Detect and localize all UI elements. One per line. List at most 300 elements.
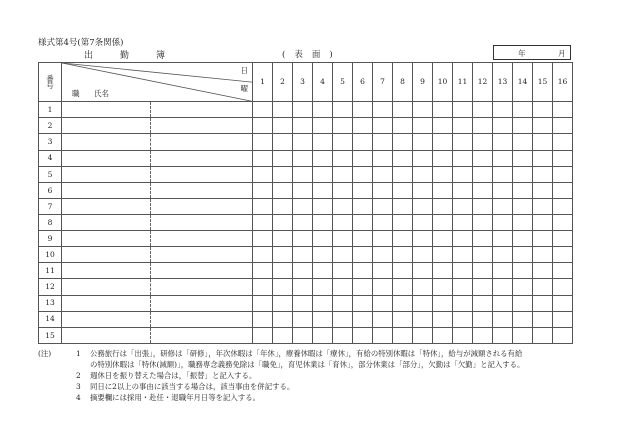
name-cell[interactable] — [62, 182, 253, 198]
name-cell[interactable] — [62, 166, 253, 182]
day-cell[interactable] — [513, 150, 533, 166]
day-cell[interactable] — [513, 102, 533, 118]
day-cell[interactable] — [473, 166, 493, 182]
day-cell[interactable] — [273, 102, 293, 118]
day-cell[interactable] — [533, 247, 553, 263]
day-cell[interactable] — [253, 166, 273, 182]
year-label: 年 — [518, 49, 526, 58]
day-cell[interactable] — [333, 134, 353, 150]
table-row — [39, 295, 573, 311]
day-cell[interactable] — [473, 102, 493, 118]
row-number: 4 — [39, 150, 62, 166]
day-cell[interactable] — [513, 247, 533, 263]
day-cell[interactable] — [273, 198, 293, 214]
day-cell[interactable] — [253, 295, 273, 311]
day-cell[interactable] — [253, 327, 273, 343]
day-cell[interactable] — [373, 215, 393, 231]
day-cell[interactable] — [293, 295, 313, 311]
day-cell[interactable] — [413, 295, 433, 311]
day-cell[interactable] — [293, 327, 313, 343]
day-cell[interactable] — [253, 247, 273, 263]
day-cell[interactable] — [393, 198, 413, 214]
day-cell[interactable] — [493, 295, 513, 311]
day-cell[interactable] — [493, 279, 513, 295]
day-cell[interactable] — [493, 118, 513, 134]
row-number: 9 — [39, 231, 62, 247]
day-cell[interactable] — [513, 311, 533, 327]
name-header — [62, 63, 253, 102]
day-cell[interactable] — [393, 263, 413, 279]
table-row — [39, 231, 573, 247]
day-cell[interactable] — [413, 134, 433, 150]
day-cell[interactable] — [433, 231, 453, 247]
day-cell[interactable] — [293, 166, 313, 182]
day-cell[interactable] — [553, 182, 573, 198]
day-cell[interactable] — [313, 327, 333, 343]
name-cell[interactable] — [62, 279, 253, 295]
day-cell[interactable] — [433, 134, 453, 150]
day-cell[interactable] — [253, 215, 273, 231]
day-cell[interactable] — [293, 215, 313, 231]
day-cell[interactable] — [413, 182, 433, 198]
day-cell[interactable] — [513, 231, 533, 247]
day-cell[interactable] — [513, 118, 533, 134]
day-cell[interactable] — [253, 263, 273, 279]
day-cell[interactable] — [393, 134, 413, 150]
day-cell[interactable] — [453, 182, 473, 198]
day-cell[interactable] — [493, 311, 513, 327]
table-row — [39, 166, 573, 182]
day-cell[interactable] — [493, 263, 513, 279]
name-cell[interactable] — [62, 102, 253, 118]
weekday-label: 曜 — [240, 83, 248, 93]
day-cell[interactable] — [553, 102, 573, 118]
day-cell[interactable] — [533, 102, 553, 118]
day-cell[interactable] — [333, 182, 353, 198]
day-cell[interactable] — [313, 198, 333, 214]
day-cell[interactable] — [493, 215, 513, 231]
row-number: 15 — [39, 327, 62, 343]
day-cell[interactable] — [493, 231, 513, 247]
day-cell[interactable] — [473, 134, 493, 150]
day-cell[interactable] — [473, 311, 493, 327]
name-cell[interactable] — [62, 198, 253, 214]
day-cell[interactable] — [333, 311, 353, 327]
day-cell[interactable] — [433, 118, 453, 134]
day-cell[interactable] — [513, 182, 533, 198]
day-cell[interactable] — [353, 102, 373, 118]
day-cell[interactable] — [273, 263, 293, 279]
day-cell[interactable] — [533, 118, 553, 134]
day-cell[interactable] — [553, 150, 573, 166]
day-cell[interactable] — [353, 182, 373, 198]
day-cell[interactable] — [393, 118, 413, 134]
day-cell[interactable] — [533, 263, 553, 279]
day-cell[interactable] — [453, 118, 473, 134]
name-cell[interactable] — [62, 247, 253, 263]
day-cell[interactable] — [553, 263, 573, 279]
day-cell[interactable] — [413, 279, 433, 295]
day-header-3: 3 — [293, 63, 313, 102]
day-cell[interactable] — [273, 311, 293, 327]
day-cell[interactable] — [373, 311, 393, 327]
day-cell[interactable] — [533, 166, 553, 182]
day-cell[interactable] — [473, 295, 493, 311]
day-cell[interactable] — [433, 311, 453, 327]
note-label — [38, 370, 76, 381]
day-cell[interactable] — [533, 150, 553, 166]
day-cell[interactable] — [373, 166, 393, 182]
day-cell[interactable] — [273, 231, 293, 247]
day-header-2: 2 — [273, 63, 293, 102]
day-cell[interactable] — [273, 327, 293, 343]
day-cell[interactable] — [253, 134, 273, 150]
day-cell[interactable] — [333, 327, 353, 343]
day-cell[interactable] — [333, 102, 353, 118]
day-cell[interactable] — [413, 263, 433, 279]
year-month-box[interactable] — [493, 45, 571, 60]
day-cell[interactable] — [373, 295, 393, 311]
day-cell[interactable] — [273, 247, 293, 263]
day-cell[interactable] — [433, 215, 453, 231]
day-cell[interactable] — [353, 150, 373, 166]
dashed-divider — [150, 199, 151, 214]
day-cell[interactable] — [373, 118, 393, 134]
day-cell[interactable] — [453, 327, 473, 343]
day-cell[interactable] — [493, 182, 513, 198]
note-number: 1 — [76, 349, 81, 358]
day-cell[interactable] — [493, 327, 513, 343]
table-row — [39, 311, 573, 327]
note-label — [38, 381, 76, 392]
day-header-10: 10 — [433, 63, 453, 102]
day-cell[interactable] — [253, 102, 273, 118]
day-cell[interactable] — [333, 198, 353, 214]
day-cell[interactable] — [473, 215, 493, 231]
day-cell[interactable] — [473, 198, 493, 214]
day-cell[interactable] — [433, 279, 453, 295]
day-cell[interactable] — [353, 295, 373, 311]
day-header-7: 7 — [373, 63, 393, 102]
day-cell[interactable] — [273, 215, 293, 231]
day-cell[interactable] — [353, 247, 373, 263]
day-cell[interactable] — [313, 295, 333, 311]
name-cell[interactable] — [62, 327, 253, 343]
day-cell[interactable] — [273, 134, 293, 150]
day-cell[interactable] — [533, 215, 553, 231]
row-number: 7 — [39, 198, 62, 214]
day-cell[interactable] — [373, 150, 393, 166]
notes-section — [38, 348, 598, 403]
day-cell[interactable] — [353, 198, 373, 214]
day-cell[interactable] — [253, 198, 273, 214]
day-cell[interactable] — [453, 311, 473, 327]
day-cell[interactable] — [353, 215, 373, 231]
day-cell[interactable] — [513, 279, 533, 295]
day-cell[interactable] — [413, 231, 433, 247]
day-cell[interactable] — [413, 118, 433, 134]
day-cell[interactable] — [333, 231, 353, 247]
day-cell[interactable] — [353, 134, 373, 150]
day-cell[interactable] — [413, 198, 433, 214]
day-cell[interactable] — [553, 279, 573, 295]
day-cell[interactable] — [513, 295, 533, 311]
day-cell[interactable] — [553, 295, 573, 311]
day-cell[interactable] — [413, 311, 433, 327]
day-cell[interactable] — [333, 150, 353, 166]
day-cell[interactable] — [453, 295, 473, 311]
day-cell[interactable] — [393, 166, 413, 182]
day-cell[interactable] — [433, 295, 453, 311]
day-cell[interactable] — [293, 231, 313, 247]
day-cell[interactable] — [333, 263, 353, 279]
day-cell[interactable] — [333, 215, 353, 231]
note-number: 3 — [76, 382, 81, 391]
day-cell[interactable] — [533, 182, 553, 198]
day-cell[interactable] — [373, 327, 393, 343]
day-cell[interactable] — [293, 150, 313, 166]
day-cell[interactable] — [273, 279, 293, 295]
day-cell[interactable] — [473, 279, 493, 295]
day-cell[interactable] — [473, 150, 493, 166]
day-cell[interactable] — [373, 102, 393, 118]
note-continuation: の特別休暇は「特休(減額)」，職務専念義務免除は「職免」，育児休業は「育休」，部分休業は「部分」，欠勤は「欠勤」と記入する。 — [90, 360, 525, 369]
day-cell[interactable] — [313, 231, 333, 247]
day-cell[interactable] — [293, 198, 313, 214]
day-cell[interactable] — [293, 247, 313, 263]
day-cell[interactable] — [253, 182, 273, 198]
day-cell[interactable] — [553, 311, 573, 327]
day-cell[interactable] — [493, 166, 513, 182]
day-cell[interactable] — [373, 182, 393, 198]
day-cell[interactable] — [313, 166, 333, 182]
day-cell[interactable] — [353, 279, 373, 295]
day-cell[interactable] — [253, 150, 273, 166]
day-cell[interactable] — [553, 327, 573, 343]
table-row — [39, 247, 573, 263]
day-cell[interactable] — [553, 134, 573, 150]
day-cell[interactable] — [513, 263, 533, 279]
day-cell[interactable] — [393, 247, 413, 263]
day-header-12: 12 — [473, 63, 493, 102]
day-cell[interactable] — [353, 166, 373, 182]
day-cell[interactable] — [373, 134, 393, 150]
day-cell[interactable] — [533, 279, 553, 295]
name-cell[interactable] — [62, 134, 253, 150]
day-cell[interactable] — [413, 150, 433, 166]
day-cell[interactable] — [513, 198, 533, 214]
day-cell[interactable] — [353, 311, 373, 327]
day-cell[interactable] — [333, 279, 353, 295]
day-cell[interactable] — [533, 295, 553, 311]
name-cell[interactable] — [62, 263, 253, 279]
day-cell[interactable] — [513, 215, 533, 231]
day-cell[interactable] — [353, 118, 373, 134]
day-cell[interactable] — [293, 263, 313, 279]
day-cell[interactable] — [293, 102, 313, 118]
row-number: 2 — [39, 118, 62, 134]
day-cell[interactable] — [313, 215, 333, 231]
day-cell[interactable] — [453, 102, 473, 118]
day-cell[interactable] — [453, 166, 473, 182]
day-cell[interactable] — [553, 247, 573, 263]
name-cell[interactable] — [62, 311, 253, 327]
side-label: (表面) — [282, 50, 342, 60]
day-cell[interactable] — [393, 102, 413, 118]
day-cell[interactable] — [493, 247, 513, 263]
name-cell[interactable] — [62, 231, 253, 247]
day-cell[interactable] — [313, 279, 333, 295]
day-cell[interactable] — [393, 182, 413, 198]
day-cell[interactable] — [373, 263, 393, 279]
day-cell[interactable] — [313, 102, 333, 118]
day-cell[interactable] — [473, 327, 493, 343]
day-cell[interactable] — [473, 263, 493, 279]
day-cell[interactable] — [313, 182, 333, 198]
day-cell[interactable] — [453, 198, 473, 214]
day-cell[interactable] — [493, 102, 513, 118]
day-cell[interactable] — [433, 150, 453, 166]
day-cell[interactable] — [453, 134, 473, 150]
dashed-divider — [150, 312, 151, 327]
note-text: 同日に2以上の事由に該当する場合は，該当事由を併記する。 — [90, 382, 295, 391]
day-cell[interactable] — [273, 166, 293, 182]
dashed-divider — [150, 263, 151, 278]
day-cell[interactable] — [553, 198, 573, 214]
day-cell[interactable] — [313, 247, 333, 263]
day-cell[interactable] — [553, 231, 573, 247]
table-row — [39, 198, 573, 214]
day-cell[interactable] — [333, 247, 353, 263]
day-cell[interactable] — [533, 327, 553, 343]
day-cell[interactable] — [433, 247, 453, 263]
day-cell[interactable] — [413, 215, 433, 231]
day-cell[interactable] — [533, 311, 553, 327]
name-cell[interactable] — [62, 118, 253, 134]
day-cell[interactable] — [353, 231, 373, 247]
day-cell[interactable] — [433, 263, 453, 279]
form-number: 様式第4号(第7条関係) — [38, 38, 124, 48]
day-cell[interactable] — [393, 311, 413, 327]
day-cell[interactable] — [253, 118, 273, 134]
day-cell[interactable] — [273, 182, 293, 198]
day-cell[interactable] — [373, 198, 393, 214]
table-row — [39, 150, 573, 166]
day-cell[interactable] — [453, 231, 473, 247]
day-cell[interactable] — [413, 166, 433, 182]
day-header-11: 11 — [453, 63, 473, 102]
day-cell[interactable] — [493, 134, 513, 150]
day-cell[interactable] — [333, 118, 353, 134]
name-cell[interactable] — [62, 215, 253, 231]
day-cell[interactable] — [313, 311, 333, 327]
day-cell[interactable] — [513, 166, 533, 182]
day-cell[interactable] — [393, 150, 413, 166]
dashed-divider — [150, 231, 151, 246]
day-cell[interactable] — [553, 118, 573, 134]
day-cell[interactable] — [433, 327, 453, 343]
day-cell[interactable] — [313, 134, 333, 150]
day-cell[interactable] — [533, 134, 553, 150]
header-row — [39, 63, 573, 102]
day-cell[interactable] — [353, 263, 373, 279]
day-cell[interactable] — [273, 295, 293, 311]
name-cell[interactable] — [62, 295, 253, 311]
day-cell[interactable] — [533, 231, 553, 247]
day-cell[interactable] — [253, 279, 273, 295]
day-cell[interactable] — [473, 118, 493, 134]
day-cell[interactable] — [333, 295, 353, 311]
day-cell[interactable] — [473, 182, 493, 198]
day-cell[interactable] — [373, 231, 393, 247]
day-cell[interactable] — [253, 231, 273, 247]
table-row — [39, 327, 573, 343]
day-cell[interactable] — [393, 327, 413, 343]
day-cell[interactable] — [293, 279, 313, 295]
page-title: 出勤簿 — [84, 51, 193, 61]
day-cell[interactable] — [313, 118, 333, 134]
day-cell[interactable] — [293, 311, 313, 327]
dashed-divider — [150, 296, 151, 311]
day-cell[interactable] — [553, 215, 573, 231]
table-row — [39, 263, 573, 279]
day-cell[interactable] — [393, 279, 413, 295]
day-cell[interactable] — [373, 247, 393, 263]
day-cell[interactable] — [393, 215, 413, 231]
day-cell[interactable] — [433, 166, 453, 182]
day-cell[interactable] — [453, 150, 473, 166]
day-cell[interactable] — [393, 295, 413, 311]
day-cell[interactable] — [393, 231, 413, 247]
day-cell[interactable] — [433, 182, 453, 198]
note-label: (注) — [38, 349, 52, 358]
day-cell[interactable] — [313, 150, 333, 166]
day-cell[interactable] — [493, 150, 513, 166]
day-cell[interactable] — [373, 279, 393, 295]
day-cell[interactable] — [433, 198, 453, 214]
day-cell[interactable] — [473, 231, 493, 247]
day-cell[interactable] — [453, 215, 473, 231]
day-cell[interactable] — [513, 134, 533, 150]
day-cell[interactable] — [453, 247, 473, 263]
day-cell[interactable] — [293, 182, 313, 198]
day-cell[interactable] — [433, 102, 453, 118]
day-cell[interactable] — [493, 198, 513, 214]
day-cell[interactable] — [453, 263, 473, 279]
day-cell[interactable] — [553, 166, 573, 182]
day-cell[interactable] — [353, 327, 373, 343]
day-cell[interactable] — [313, 263, 333, 279]
day-cell[interactable] — [333, 166, 353, 182]
day-header-8: 8 — [393, 63, 413, 102]
row-number: 5 — [39, 166, 62, 182]
day-cell[interactable] — [513, 327, 533, 343]
name-cell[interactable] — [62, 150, 253, 166]
day-cell[interactable] — [533, 198, 553, 214]
day-cell[interactable] — [413, 247, 433, 263]
dashed-divider — [150, 151, 151, 166]
day-cell[interactable] — [413, 102, 433, 118]
day-cell[interactable] — [413, 327, 433, 343]
day-cell[interactable] — [473, 247, 493, 263]
day-cell[interactable] — [273, 118, 293, 134]
attendance-table — [38, 62, 573, 344]
day-cell[interactable] — [273, 150, 293, 166]
day-cell[interactable] — [453, 279, 473, 295]
day-cell[interactable] — [253, 311, 273, 327]
day-cell[interactable] — [293, 134, 313, 150]
day-cell[interactable] — [293, 118, 313, 134]
